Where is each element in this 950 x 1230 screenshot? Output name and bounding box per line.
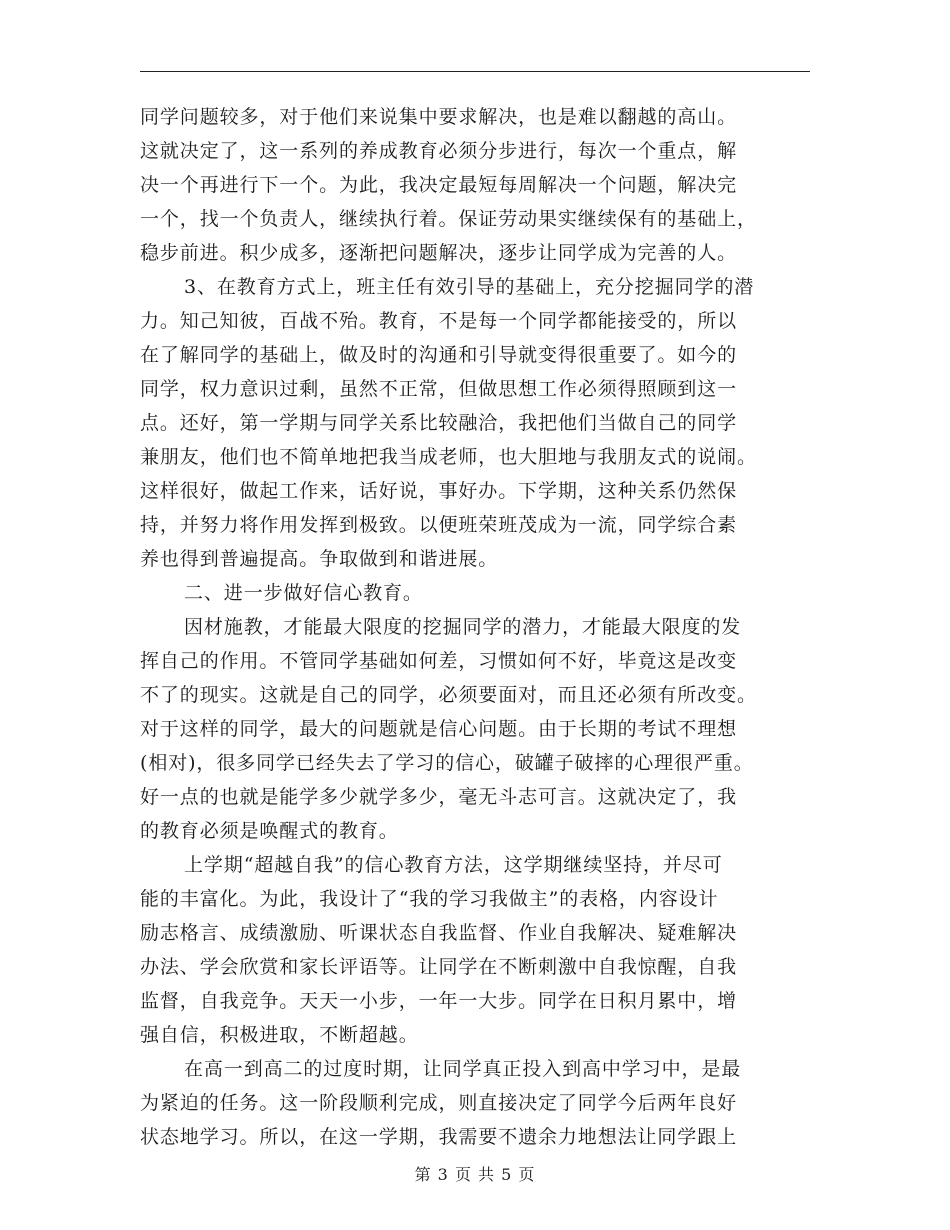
text-line: 养也得到普遍提高。争取做到和谐进展。 [140,548,499,570]
text-line: 在高一到高二的过度时期，让同学真正投入到高中学习中，是最 [184,1058,742,1080]
text-line: 这样很好，做起工作来，话好说，事好办。下学期，这种关系仍然保 [140,480,738,502]
body-text [140,100,810,1154]
text-line: 上学期“超越自我”的信心教育方法，这学期继续坚持，并尽可 [184,854,723,876]
text-line: 状态地学习。所以，在这一学期，我需要不遗余力地想法让同学跟上 [140,1126,738,1148]
text-line: 力。知己知彼，百战不殆。教育，不是每一个同学都能接受的，所以 [140,310,738,332]
text-line: 监督，自我竞争。天天一小步，一年一大步。同学在日积月累中，增 [140,990,738,1012]
text-line: 的教育必须是唤醒式的教育。 [140,820,399,842]
text-line: 二、进一步做好信心教育。 [184,582,423,604]
text-line: 稳步前进。积少成多，逐渐把问题解决，逐步让同学成为完善的人。 [140,242,738,264]
text-line: 兼朋友，他们也不简单地把我当成老师，也大胆地与我朋友式的说闹。 [140,446,757,468]
text-line: 强自信，积极进取，不断超越。 [140,1024,419,1046]
text-line: 一个，找一个负责人，继续执行着。保证劳动果实继续保有的基础上， [140,208,757,230]
page-footer: 第 3 页 共 5 页 [414,1165,536,1184]
text-line: 对于这样的同学，最大的问题就是信心问题。由于长期的考试不理想 [140,718,738,740]
text-line: 3、在教育方式上，班主任有效引导的基础上，充分挖掘同学的潜 [184,276,755,298]
text-line: 同学问题较多，对于他们来说集中要求解决，也是难以翻越的高山。 [140,106,738,128]
header-rule [140,71,810,72]
text-line: 不了的现实。这就是自己的同学，必须要面对，而且还必须有所改变。 [140,684,757,706]
text-line: 好一点的也就是能学多少就学多少，毫无斗志可言。这就决定了，我 [140,786,738,808]
text-line: 持，并努力将作用发挥到极致。以便班荣班茂成为一流，同学综合素 [140,514,738,536]
text-line: 能的丰富化。为此，我设计了“我的学习我做主”的表格，内容设计 [140,888,719,910]
text-line: (相对)，很多同学已经失去了学习的信心，破罐子破摔的心理很严重。 [140,752,754,774]
text-line: 办法、学会欣赏和家长评语等。让同学在不断刺激中自我惊醒，自我 [140,956,738,978]
text-line: 励志格言、成绩激励、听课状态自我监督、作业自我解决、疑难解决 [140,922,738,944]
text-line: 在了解同学的基础上，做及时的沟通和引导就变得很重要了。如今的 [140,344,738,366]
text-line: 因材施教，才能最大限度的挖掘同学的潜力，才能最大限度的发 [184,616,742,638]
text-line: 点。还好，第一学期与同学关系比较融洽，我把他们当做自己的同学 [140,412,738,434]
text-line: 挥自己的作用。不管同学基础如何差，习惯如何不好，毕竟这是改变 [140,650,738,672]
text-line: 同学，权力意识过剩，虽然不正常，但做思想工作必须得照顾到这一 [140,378,738,400]
text-line: 为紧迫的任务。这一阶段顺利完成，则直接决定了同学今后两年良好 [140,1092,738,1114]
text-line: 决一个再进行下一个。为此，我决定最短每周解决一个问题，解决完 [140,174,738,196]
text-line: 这就决定了，这一系列的养成教育必须分步进行，每次一个重点，解 [140,140,738,162]
